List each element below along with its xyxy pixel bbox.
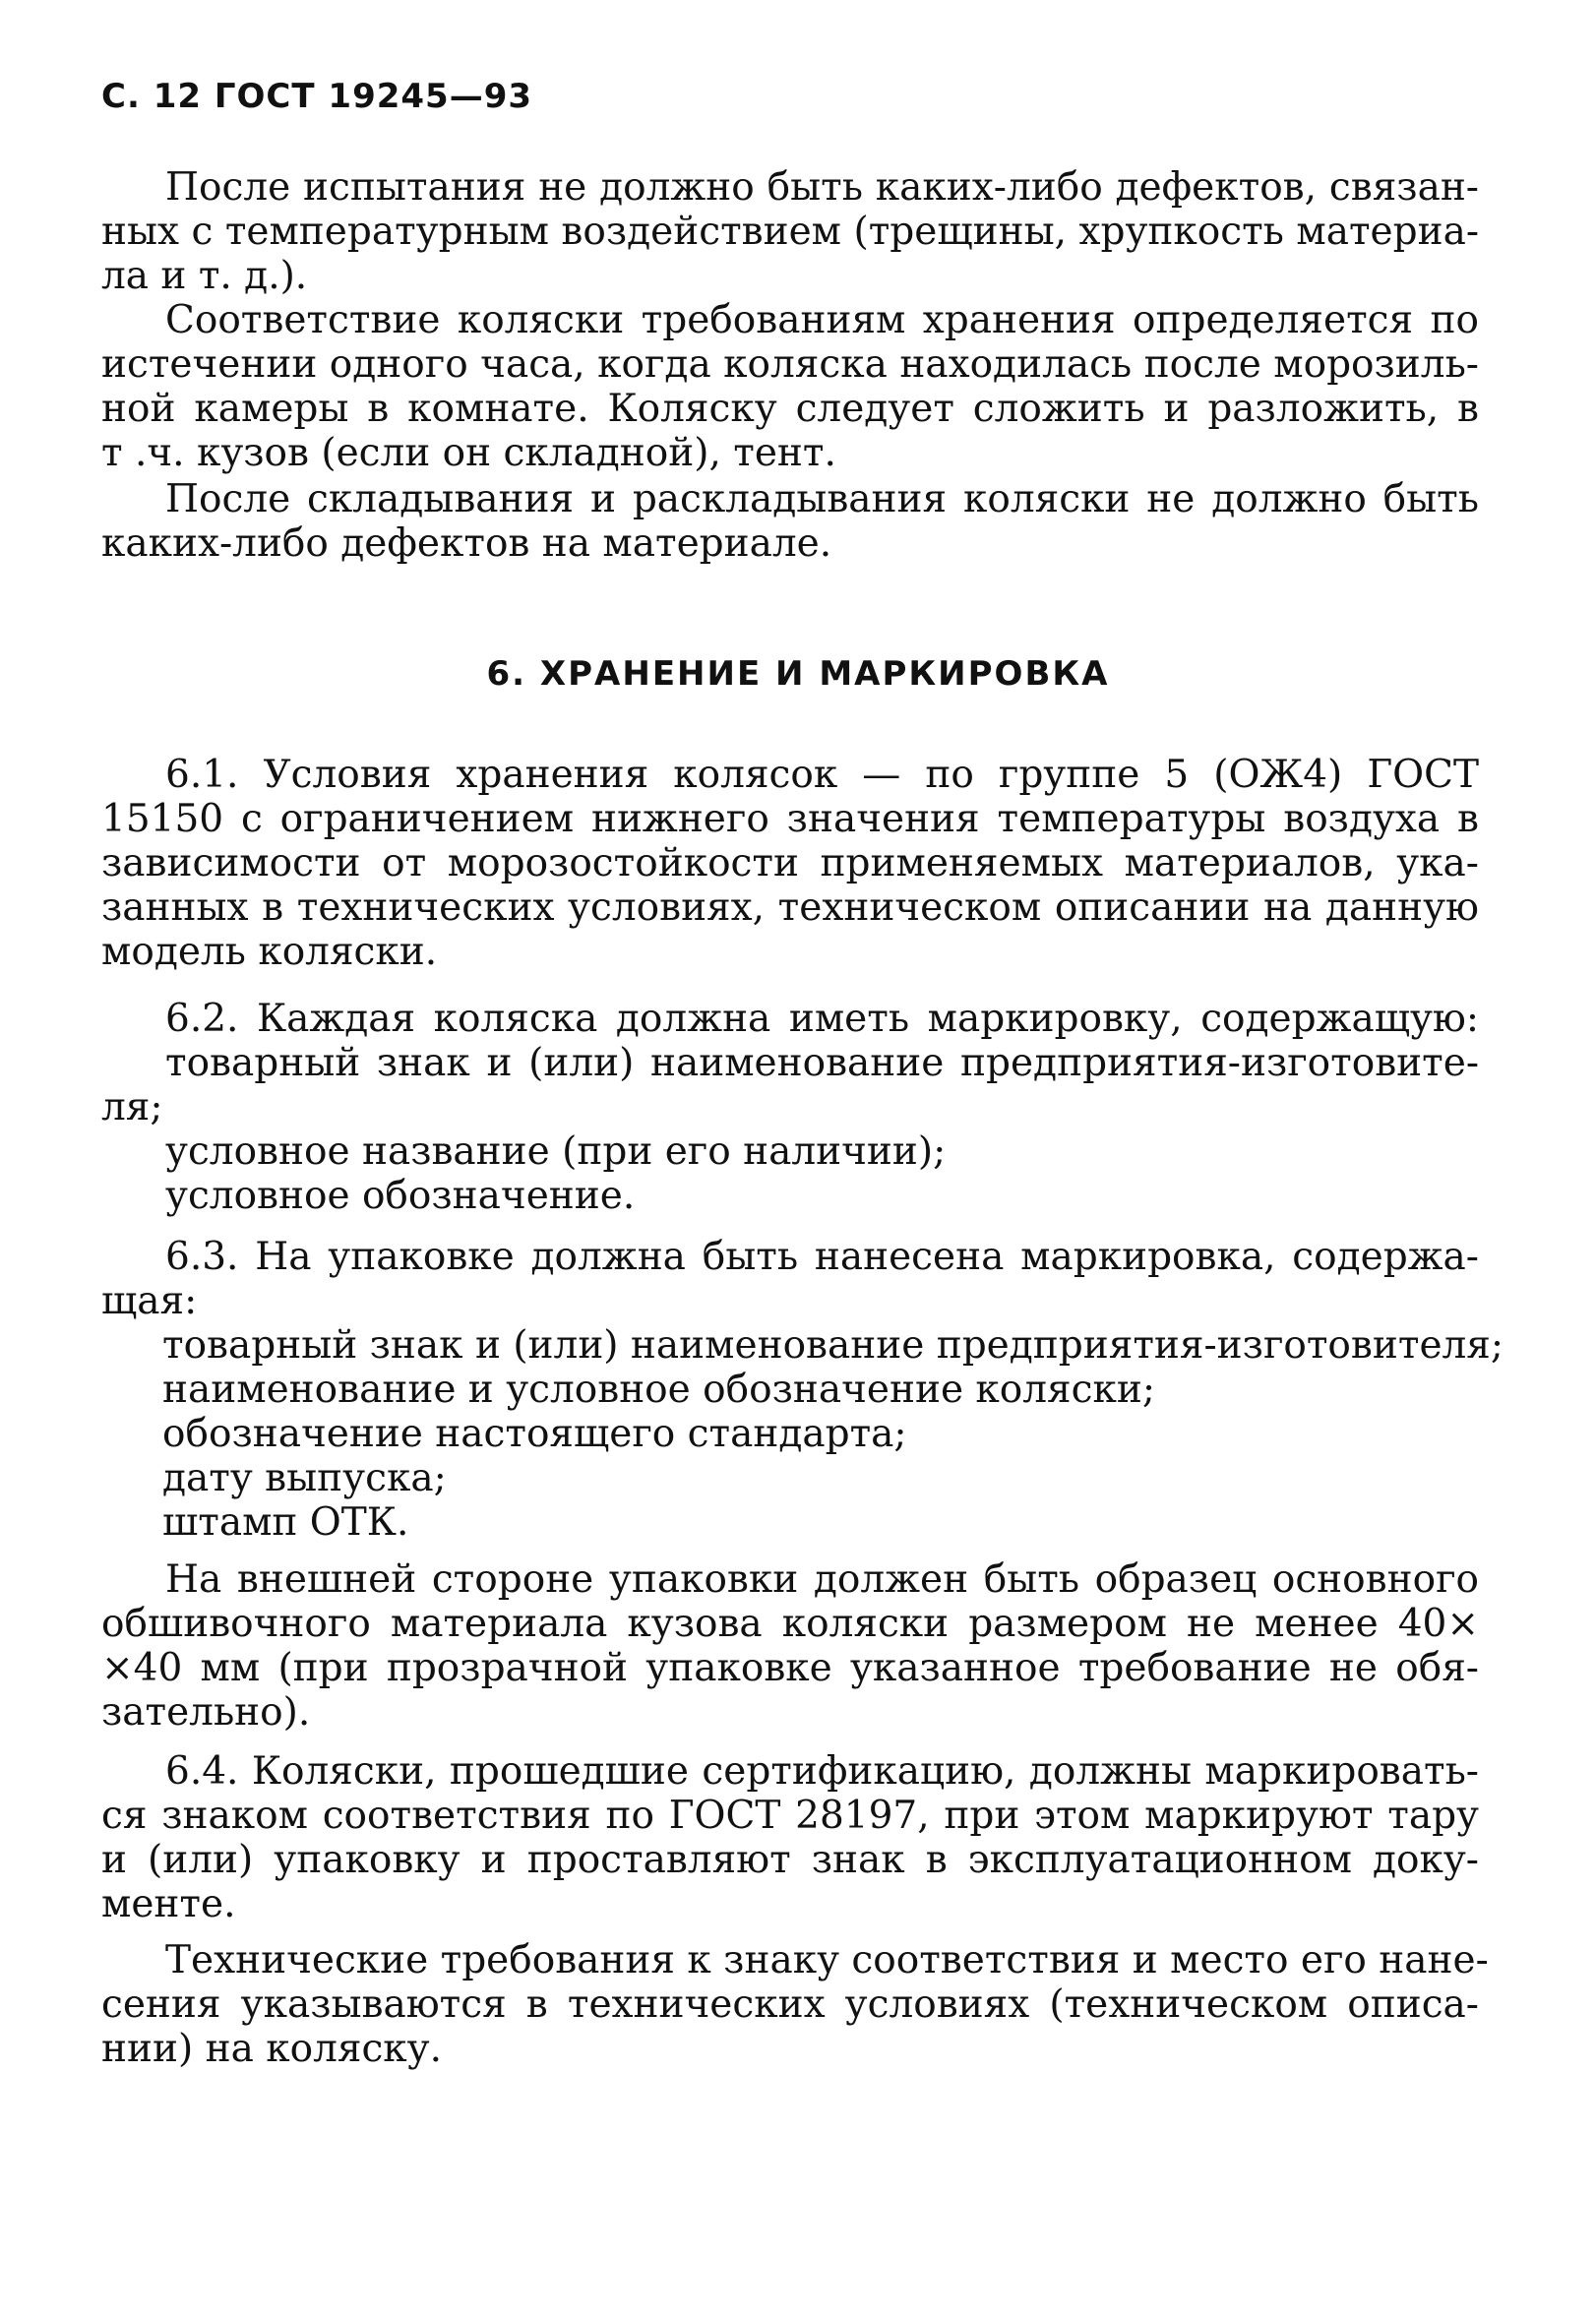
paragraph-test-result: [101, 165, 1479, 298]
list-item: дату выпуска;: [162, 1456, 447, 1500]
text-line: обшивочного материала кузова коляски размером не менее 40×: [101, 1602, 1479, 1646]
section-heading: 6. ХРАНЕНИЕ И МАРКИРОВКА: [486, 654, 1110, 694]
text-line: и (или) упаковку и проставляют знак в эксплуатационном доку-: [101, 1838, 1479, 1882]
running-header: С. 12 ГОСТ 19245—93: [101, 77, 533, 116]
text-line: 6.4. Коляски, прошедшие сертификацию, должны маркировать-: [165, 1749, 1479, 1794]
text-line: На внешней стороне упаковки должен быть образец основного: [165, 1557, 1479, 1602]
list-item: штамп ОТК.: [162, 1500, 409, 1545]
paragraph-folding: [101, 477, 1479, 566]
clause-6-1: [101, 753, 1479, 974]
paragraph-sample-material: [101, 1557, 1479, 1735]
text-line: 6.3. На упаковке должна быть нанесена маркировка, содержа-: [165, 1235, 1479, 1279]
text-line: Соответствие коляски требованиям хранения определяется по: [165, 298, 1479, 342]
text-line: ной камеры в комнате. Коляску следует сложить и разложить, в: [101, 387, 1479, 431]
text-line: менте.: [101, 1882, 236, 1926]
clause-6-2: [101, 997, 1479, 1218]
text-line: ных с температурным воздействием (трещины, хрупкость материа-: [101, 210, 1479, 254]
text-line: т .ч. кузов (если он складной), тент.: [101, 431, 836, 475]
list-item: обозначение настоящего стандарта;: [162, 1412, 907, 1456]
clause-6-3: [101, 1235, 1504, 1545]
text-line: сения указываются в технических условиях (техническом описа-: [101, 1982, 1479, 2027]
paragraph-conformity-mark: [101, 1938, 1489, 2071]
text-line: 6.1. Условия хранения колясок — по группе 5 (ОЖ4) ГОСТ: [165, 753, 1479, 797]
text-line: модель коляски.: [101, 930, 438, 974]
text-line: 15150 с ограничением нижнего значения температуры воздуха в: [101, 797, 1479, 841]
list-item: наименование и условное обозначение коляски;: [162, 1368, 1156, 1412]
text-line: После складывания и раскладывания коляски не должно быть: [165, 477, 1479, 521]
text-line: нии) на коляску.: [101, 2027, 443, 2071]
text-line: ×40 мм (при прозрачной упаковке указанное требование не обя-: [101, 1646, 1479, 1690]
text-line: условное обозначение.: [165, 1174, 636, 1218]
text-line: Технические требования к знаку соответствия и место его нане-: [165, 1938, 1489, 1982]
text-line: зательно).: [101, 1690, 311, 1735]
text-line: ся знаком соответствия по ГОСТ 28197, при этом маркируют тару: [101, 1794, 1479, 1838]
text-line: ля;: [101, 1085, 163, 1129]
text-line: 6.2. Каждая коляска должна иметь маркировку, содержащую:: [165, 997, 1479, 1041]
text-line: занных в технических условиях, техническом описании на данную: [101, 885, 1479, 930]
paragraph-storage-compliance: [101, 298, 1479, 475]
list-item: товарный знак и (или) наименование предприятия-изготовителя;: [162, 1323, 1504, 1368]
text-line: щая:: [101, 1279, 198, 1323]
text-line: условное название (при его наличии);: [165, 1129, 947, 1174]
text-line: товарный знак и (или) наименование предприятия-изготовите-: [165, 1041, 1479, 1085]
text-line: зависимости от морозостойкости применяемых материалов, ука-: [101, 841, 1479, 885]
text-line: ла и т. д.).: [101, 254, 308, 298]
text-line: истечении одного часа, когда коляска находилась после морозиль-: [101, 342, 1479, 387]
clause-6-4: [101, 1749, 1479, 1926]
text-line: каких-либо дефектов на материале.: [101, 521, 832, 566]
text-line: После испытания не должно быть каких-либо дефектов, связан-: [165, 165, 1479, 210]
